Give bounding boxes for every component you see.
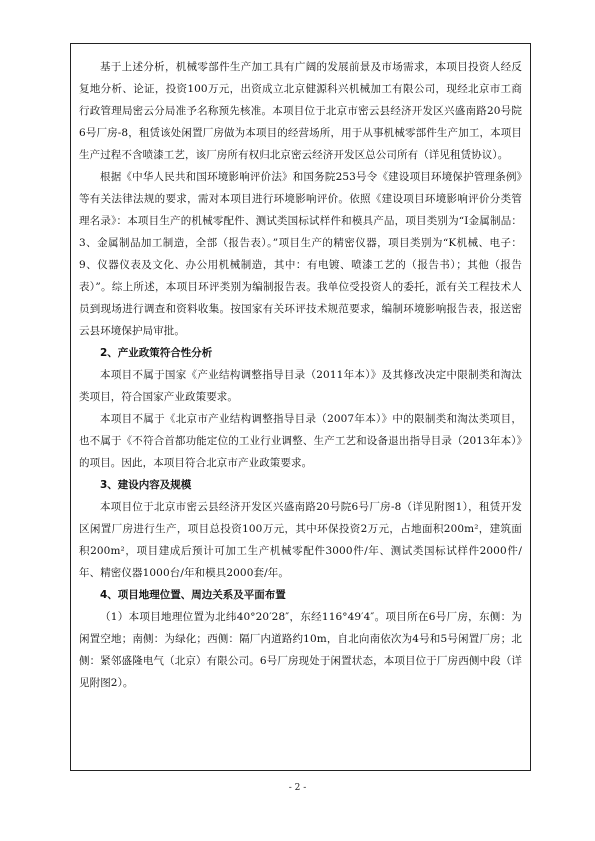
paragraph-location: （1）本项目地理位置为北纬40°20′28″，东经116°49′4″。项目所在6号厂房，东侧：为闲置空地；南侧：为绿化；西侧：隔厂内道路约10m，自北向南依次为4号和5号闲置厂房；北侧：紧邻盛隆电气（北京）有限公司。6号厂房现处于闲置状态，本项目位于厂房西侧中段（详见附图2）。 — [79, 611, 522, 689]
heading-industrial-policy: 2、产业政策符合性分析 — [100, 347, 213, 359]
paragraph-beijing-policy: 本项目不属于《北京市产业结构调整指导目录（2007年本）》中的限制类和淘汰类项目，也不属于《不符合首都功能定位的工业行业调整、生产工艺和设备退出指导目录（2013年本）》的项目。因此，本项目符合北京市产业政策要求。 — [79, 413, 522, 469]
paragraph-legal-basis: 根据《中华人民共和国环境影响评价法》和国务院253号令《建设项目环境保护管理条例》等有关法律法规的要求，需对本项目进行环境影响评价。依照《建设项目环境影响评价分类管理名录》：本项目生产的机械零配件、测试类国标试样件和模具产品，项目类别为“I金属制品：3、金属制品加工制造，全部（报告表）。”项目生产的精密仪器，项目类别为“K机械、电子：9、仪器仪表及文化、办公用机械制造，其中：有电镀、喷漆工艺的（报告书）；其他（报告表）”。综上所述，本项目环评类别为编制报告表。我单位受投资人的委托，派有关工程技术人员到现场进行调查和资料收集。按国家有关环评技术规范要求，编制环境影响报告表，报送密云县环境保护局审批。 — [79, 171, 522, 337]
paragraph-background: 基于上述分析，机械零部件生产加工具有广阔的发展前景及市场需求，本项目投资人经反复地分析、论证，投资100万元，出资成立北京健源科兴机械加工有限公司，现经北京市工商行政管理局密云分局准予名称预先核准。本项目位于北京市密云县经济开发区兴盛南路20号院6号厂房-8，租赁该处闲置厂房做为本项目的经营场所，用于从事机械零部件生产加工，本项目生产过程不含喷漆工艺，该厂房所有权归北京密云经济开发区总公司所有（详见租赁协议）。 — [79, 61, 522, 161]
heading-construction-scale: 3、建设内容及规模 — [100, 479, 192, 491]
paragraph-construction-scale: 本项目位于北京市密云县经济开发区兴盛南路20号院6号厂房-8（详见附图1），租赁开发区闲置厂房进行生产，项目总投资100万元，其中环保投资2万元，占地面积200m²，建筑面积200m²，项目建成后预计可加工生产机械零配件3000件/年、测试类国标试样件2000件/年、精密仪器1000台/年和模具2000套/年。 — [79, 501, 522, 579]
heading-location-layout: 4、项目地理位置、周边关系及平面布置 — [100, 589, 286, 601]
page-number: - 2 - — [288, 783, 307, 793]
paragraph-national-policy: 本项目不属于国家《产业结构调整指导目录（2011年本）》及其修改决定中限制类和淘汰类项目，符合国家产业政策要求。 — [79, 369, 522, 403]
document-frame — [70, 43, 531, 771]
